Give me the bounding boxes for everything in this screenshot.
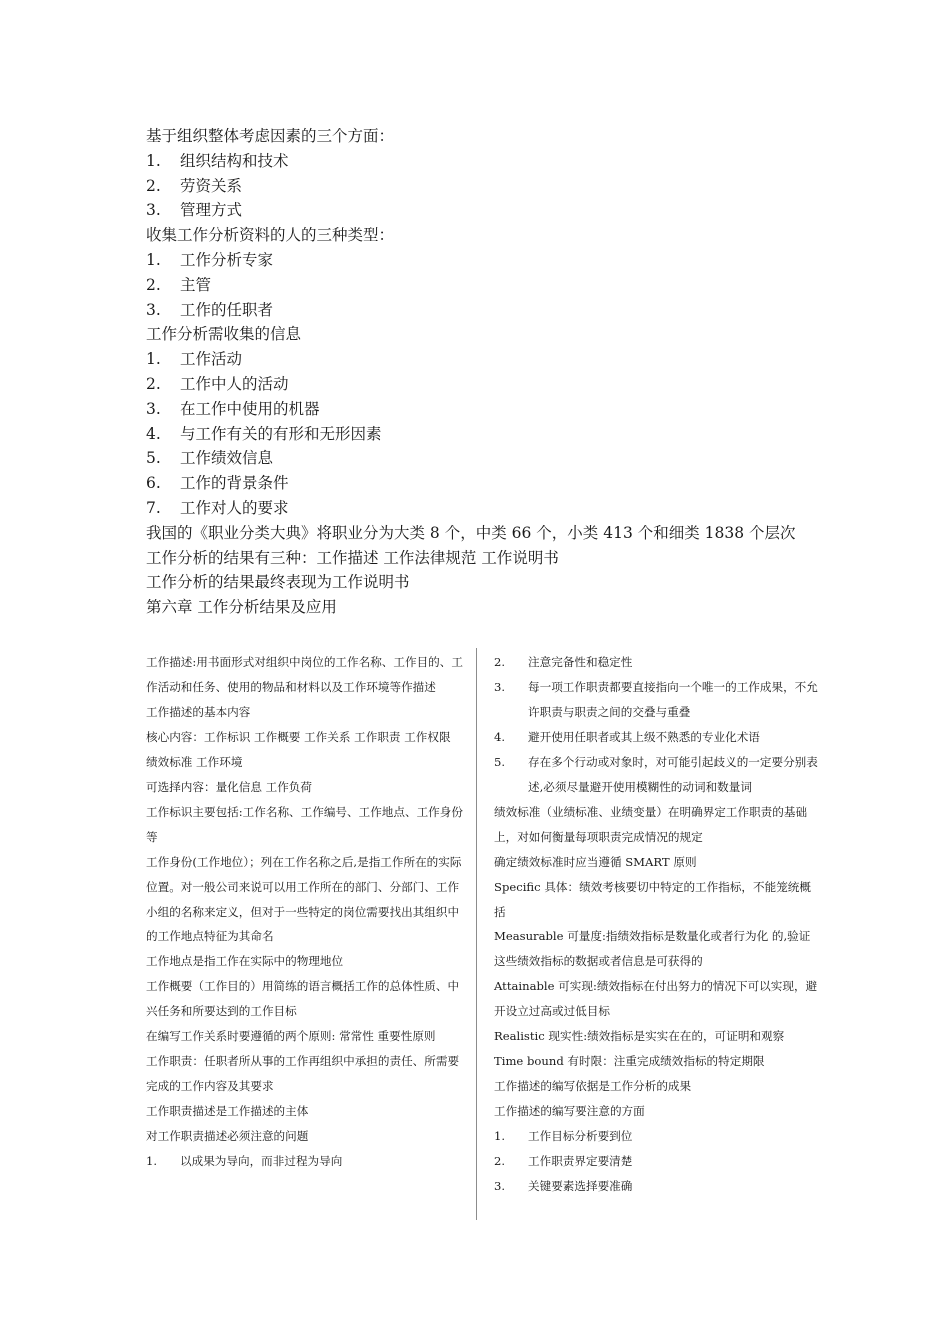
line-text: 工作分析需收集的信息 [146,325,302,344]
list-number: 1. [146,1154,158,1169]
paragraph [146,725,464,775]
line-text: 工作分析的结果有三种：工作描述 工作法律规范 工作说明书 [146,548,559,567]
paragraph-text: 工作身份(工作地位）；列在工作名称之后,是指工作所在的实际位置。对一般公司来说可以用工作所在的部门、分部门、工作小组的名称来定义，但对于一些特定的岗位需要找出其组织中的工作地点特征为其命名 [146,854,462,944]
list-number: 3. [494,1179,506,1194]
paragraph [146,1024,464,1049]
list-number: 1. [146,151,161,170]
line-text: 基于组织整体考虑因素的三个方面： [146,127,395,145]
paragraph-text: 确定绩效标准时应当遵循 SMART 原则 [494,854,697,869]
two-column-section [146,650,826,1222]
paragraph [146,570,826,595]
list-item [146,422,826,447]
paragraph-text: 工作目标分析要到位 [528,1129,633,1144]
paragraph-text: 工作标识主要包括:工作名称、工作编号、工作地点、工作身份等 [146,804,463,844]
paragraph-text: 工作描述的基本内容 [146,704,251,719]
list-number: 2. [146,374,161,393]
paragraph [146,800,464,850]
list-number: 4. [146,424,161,443]
list-item [146,471,826,496]
paragraph [146,650,464,700]
paragraph [146,124,826,149]
paragraph [146,223,826,248]
paragraph-text: 以成果为导向，而非过程为导向 [180,1154,343,1169]
paragraph-text: 避开使用任职者或其上级不熟悉的专业化术语 [528,729,760,744]
paragraph [146,1124,464,1149]
list-item [146,496,826,521]
paragraph [146,322,826,347]
paragraph [494,875,820,925]
paragraph-text: 工作职责界定要清楚 [528,1154,633,1169]
list-item [146,397,826,422]
paragraph-text: Time bound 有时限：注重完成绩效指标的特定期限 [494,1054,765,1069]
list-number: 3. [146,300,161,319]
list-item [494,650,820,675]
list-number: 3. [494,679,506,694]
list-number: 3. [146,201,161,220]
line-text: 我国的《职业分类大典》将职业分为大类 8 个，中类 66 个，小类 413 个和细类 1838 个层次 [146,523,796,542]
paragraph-text: 核心内容：工作标识 工作概要 工作关系 工作职责 工作权限 绩效标准 工作环境 [146,729,451,769]
paragraph [494,924,820,974]
paragraph [146,775,464,800]
line-text: 工作分析的结果最终表现为工作说明书 [146,573,410,592]
line-text: 工作绩效信息 [180,449,274,468]
line-text: 在工作中使用的机器 [180,399,320,418]
paragraph-text: 可选择内容：量化信息 工作负荷 [146,779,312,794]
list-number: 3. [146,399,161,418]
list-item [494,675,820,725]
line-text: 与工作有关的有形和无形因素 [180,424,382,443]
paragraph-text: 关键要素选择要准确 [528,1179,633,1194]
list-number: 1. [146,250,161,269]
list-number: 7. [146,498,161,517]
list-item [146,372,826,397]
list-item [146,298,826,323]
paragraph-text: 每一项工作职责都要直接指向一个唯一的工作成果，不允许职责与职责之间的交叠与重叠 [528,679,818,719]
line-text: 工作对人的要求 [180,498,289,517]
line-text: 组织结构和技术 [180,151,289,170]
paragraph-text: 注意完备性和稳定性 [528,655,633,669]
paragraph [146,1049,464,1099]
paragraph [146,521,826,546]
paragraph [146,700,464,725]
line-text: 工作中人的活动 [180,374,289,393]
paragraph-text: 工作地点是指工作在实际中的物理地位 [146,954,344,969]
list-item [146,347,826,372]
paragraph-text: 工作描述的编写要注意的方面 [494,1104,645,1119]
list-number: 2. [494,1154,506,1169]
paragraph-text: 存在多个行动或对象时，对可能引起歧义的一定要分别表述,必须尽量避开使用模糊性的动词和数量词 [528,754,818,794]
list-number: 6. [146,474,161,493]
list-item [146,198,826,223]
paragraph-text: 对工作职责描述必须注意的问题 [146,1129,309,1144]
paragraph [146,949,464,974]
list-number: 4. [494,729,506,744]
list-item [494,1174,820,1199]
list-item [494,1149,820,1174]
list-number: 2. [146,275,161,294]
paragraph [494,1024,820,1049]
paragraph [146,546,826,571]
paragraph [494,974,820,1024]
line-text: 工作的背景条件 [180,474,289,493]
paragraph [494,1074,820,1099]
paragraph-text: 工作职责描述是工作描述的主体 [146,1104,309,1119]
list-item [146,446,826,471]
list-item [494,725,820,750]
paragraph [494,850,820,875]
line-text: 工作活动 [180,350,243,369]
line-text: 工作的任职者 [180,300,274,319]
line-text: 收集工作分析资料的人的三种类型： [146,226,395,245]
paragraph-text: 工作描述:用书面形式对组织中岗位的工作名称、工作目的、工作活动和任务、使用的物品和材料以及工作环境等作描述 [146,655,463,694]
paragraph-text: 工作描述的编写依据是工作分析的成果 [494,1079,692,1094]
paragraph-text: Attainable 可实现:绩效指标在付出努力的情况下可以实现，避开设立过高或过低目标 [494,979,818,1019]
list-number: 2. [146,176,161,195]
paragraph-text: Realistic 现实性:绩效指标是实实在在的，可证明和观察 [494,1029,785,1044]
right-column [494,650,820,1199]
paragraph-text: 绩效标准（业绩标准、业绩变量）在明确界定工作职责的基础上，对如何衡量每项职责完成情况的规定 [494,804,808,844]
list-number: 2. [494,655,506,669]
paragraph-text: 工作概要（工作目的）用简练的语言概括工作的总体性质、中兴任务和所要达到的工作目标 [146,979,460,1019]
list-item [146,248,826,273]
line-text: 主管 [180,275,212,294]
line-text: 第六章 工作分析结果及应用 [146,598,337,617]
list-number: 5. [146,449,161,468]
list-item [146,1149,464,1174]
list-item [494,750,820,800]
list-item [146,174,826,199]
paragraph-text: 在编写工作关系时要遵循的两个原则: 常常性 重要性原则 [146,1029,436,1044]
list-number: 5. [494,754,506,769]
left-column [146,650,464,1174]
paragraph [494,1049,820,1074]
paragraph [494,800,820,850]
paragraph [146,1099,464,1124]
list-number: 1. [494,1129,506,1144]
paragraph [146,974,464,1024]
paragraph-text: Measurable 可量度:指绩效指标是数量化或者行为化 的,验证这些绩效指标的数据或者信息是可获得的 [494,929,811,969]
top-section [146,124,826,620]
paragraph [146,850,464,950]
list-item [494,1124,820,1149]
line-text: 劳资关系 [180,176,243,195]
line-text: 工作分析专家 [180,250,274,269]
list-item [146,149,826,174]
paragraph-text: 工作职责：任职者所从事的工作再组织中承担的责任、所需要完成的工作内容及其要求 [146,1054,460,1094]
column-divider [476,648,477,1220]
paragraph-text: Specific 具体：绩效考核要切中特定的工作指标，不能笼统概括 [494,879,811,919]
paragraph [146,595,826,620]
list-number: 1. [146,350,161,369]
list-item [146,273,826,298]
paragraph [494,1099,820,1124]
line-text: 管理方式 [180,201,243,220]
